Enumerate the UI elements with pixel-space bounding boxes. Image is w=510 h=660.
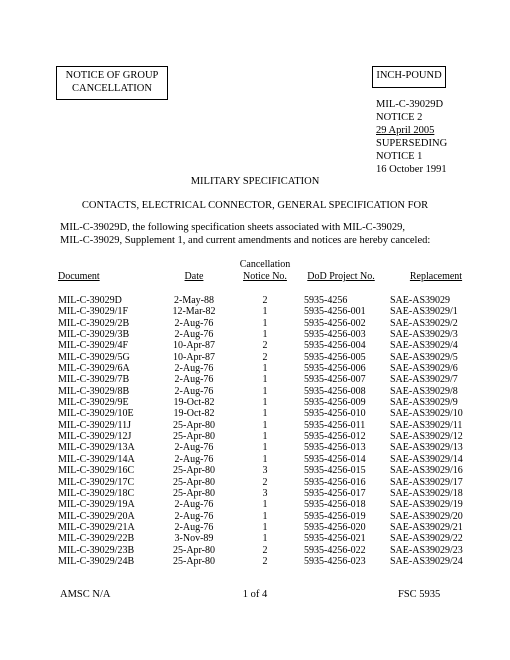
cell-project: 5935-4256-018: [304, 499, 366, 511]
cell-date: 2-Aug-76: [174, 510, 214, 522]
table-row: [58, 454, 490, 465]
cell-date: 3-Nov-89: [174, 533, 214, 545]
document-subtitle: CONTACTS, ELECTRICAL CONNECTOR, GENERAL SPECIFICATION FOR: [81, 200, 429, 211]
cell-date: 2-Aug-76: [174, 521, 214, 533]
header-project: DoD Project No.: [307, 271, 375, 282]
cell-document: MIL-C-39029/23B: [58, 544, 135, 556]
inch-pound-box: [372, 66, 446, 88]
cell-notice: 1: [262, 442, 268, 454]
cell-replacement: SAE-AS39029/22: [390, 533, 463, 545]
cell-notice: 2: [262, 544, 268, 556]
table-row: [58, 442, 490, 453]
cell-document: MIL-C-39029/13A: [58, 442, 135, 454]
cell-document: MIL-C-39029/4F: [58, 340, 128, 352]
cell-document: MIL-C-39029/6A: [58, 363, 130, 375]
cell-replacement: SAE-AS39029/20: [390, 510, 463, 522]
cell-notice: 2: [262, 340, 268, 352]
cell-notice: 1: [262, 329, 268, 341]
cell-date: 10-Apr-87: [172, 351, 215, 363]
cell-date: 25-Apr-80: [172, 465, 215, 477]
cell-document: MIL-C-39029/2B: [58, 317, 130, 329]
cell-notice: 2: [262, 351, 268, 363]
cell-replacement: SAE-AS39029/10: [390, 408, 463, 420]
cell-replacement: SAE-AS39029/19: [390, 499, 463, 511]
cell-notice: 1: [262, 419, 268, 431]
cell-project: 5935-4256-021: [304, 533, 366, 545]
superseding-label: SUPERSEDING: [376, 138, 448, 149]
notice-of-group-cancellation-box: [56, 66, 168, 100]
table-row: [58, 431, 490, 442]
cell-notice: 1: [262, 306, 268, 318]
cell-notice: 1: [262, 385, 268, 397]
header-replacement: Replacement: [409, 271, 463, 282]
notice-date: 29 April 2005: [376, 125, 435, 136]
cell-project: 5935-4256-017: [304, 487, 366, 499]
intro-line1: MIL-C-39029D, the following specification sheets associated with MIL-C-39029,: [60, 222, 405, 233]
cell-replacement: SAE-AS39029/14: [390, 453, 463, 465]
cell-project: 5935-4256-007: [304, 374, 366, 386]
cell-project: 5935-4256-006: [304, 363, 366, 375]
notice-box-line1: NOTICE OF GROUP: [65, 70, 159, 81]
header-notice-bottom: Notice No.: [243, 271, 287, 282]
cell-project: 5935-4256: [304, 295, 348, 306]
table-row: [58, 408, 490, 419]
cell-date: 25-Apr-80: [172, 487, 215, 499]
header-date: Date: [184, 271, 204, 282]
cell-document: MIL-C-39029/16C: [58, 465, 135, 477]
cell-replacement: SAE-AS39029/5: [390, 351, 458, 363]
cell-project: 5935-4256-008: [304, 385, 366, 397]
cell-replacement: SAE-AS39029/9: [390, 397, 458, 409]
cell-project: 5935-4256-002: [304, 317, 366, 329]
cell-replacement: SAE-AS39029/11: [390, 419, 463, 431]
cell-project: 5935-4256-013: [304, 442, 366, 454]
table-row: [58, 352, 490, 363]
cell-notice: 1: [262, 363, 268, 375]
footer-amsc: AMSC N/A: [60, 589, 111, 600]
cell-project: 5935-4256-004: [304, 340, 366, 352]
cell-notice: 1: [262, 317, 268, 329]
cell-replacement: SAE-AS39029/13: [390, 442, 463, 454]
cell-notice: 3: [262, 465, 268, 477]
cell-project: 5935-4256-023: [304, 555, 366, 567]
previous-date: 16 October 1991: [376, 164, 447, 175]
cell-notice: 1: [262, 408, 268, 420]
notice-box-line2: CANCELLATION: [72, 83, 152, 94]
cell-replacement: SAE-AS39029/23: [390, 544, 463, 556]
footer-page-number: 1 of 4: [242, 589, 268, 600]
cell-document: MIL-C-39029/18C: [58, 487, 135, 499]
notice-number: NOTICE 2: [376, 112, 423, 123]
cell-date: 25-Apr-80: [172, 431, 215, 443]
cell-date: 19-Oct-82: [173, 397, 215, 409]
cell-project: 5935-4256-015: [304, 465, 366, 477]
cell-replacement: SAE-AS39029/1: [390, 306, 458, 318]
inch-pound-label: INCH-POUND: [376, 70, 442, 81]
cell-document: MIL-C-39029/20A: [58, 510, 135, 522]
cell-replacement: SAE-AS39029/7: [390, 374, 458, 386]
cell-date: 2-Aug-76: [174, 329, 214, 341]
table-row: [58, 386, 490, 397]
header-document: Document: [58, 271, 100, 282]
cell-project: 5935-4256-009: [304, 397, 366, 409]
cell-document: MIL-C-39029/19A: [58, 499, 135, 511]
cell-project: 5935-4256-010: [304, 408, 366, 420]
cell-document: MIL-C-39029/14A: [58, 453, 135, 465]
cell-replacement: SAE-AS39029/3: [390, 329, 458, 341]
cell-project: 5935-4256-014: [304, 453, 366, 465]
cell-replacement: SAE-AS39029/16: [390, 465, 463, 477]
cell-notice: 1: [262, 397, 268, 409]
cell-notice: 2: [262, 476, 268, 488]
cell-replacement: SAE-AS39029/8: [390, 385, 458, 397]
cell-document: MIL-C-39029/10E: [58, 408, 134, 420]
table-row: [58, 318, 490, 329]
cell-document: MIL-C-39029/9E: [58, 397, 129, 409]
cell-date: 2-Aug-76: [174, 499, 214, 511]
cell-replacement: SAE-AS39029/18: [390, 487, 463, 499]
cell-document: MIL-C-39029/22B: [58, 533, 135, 545]
cancellation-table: [58, 259, 490, 567]
cell-date: 25-Apr-80: [172, 419, 215, 431]
cell-project: 5935-4256-011: [304, 419, 366, 431]
footer-fsc: FSC 5935: [398, 589, 441, 600]
cell-notice: 1: [262, 510, 268, 522]
cell-date: 2-Aug-76: [174, 385, 214, 397]
table-row: [58, 533, 490, 544]
cell-project: 5935-4256-016: [304, 476, 366, 488]
table-row: [58, 374, 490, 385]
cell-replacement: SAE-AS39029/17: [390, 476, 463, 488]
cell-notice: 1: [262, 431, 268, 443]
cell-notice: 1: [262, 499, 268, 511]
cell-date: 2-Aug-76: [174, 317, 214, 329]
doc-id: MIL-C-39029D: [376, 99, 444, 110]
cell-notice: 2: [262, 295, 268, 306]
table-row: [58, 499, 490, 510]
cell-date: 25-Apr-80: [172, 544, 215, 556]
cell-replacement: SAE-AS39029: [390, 295, 451, 306]
cell-document: MIL-C-39029D: [58, 295, 122, 306]
cell-project: 5935-4256-012: [304, 431, 366, 443]
cell-project: 5935-4256-001: [304, 306, 366, 318]
cell-document: MIL-C-39029/1F: [58, 306, 128, 318]
intro-paragraph: [60, 221, 470, 247]
cell-project: 5935-4256-019: [304, 510, 366, 522]
table-header-row: [58, 259, 490, 283]
document-title: MILITARY SPECIFICATION: [190, 176, 320, 187]
cell-date: 25-Apr-80: [172, 555, 215, 567]
cell-date: 2-Aug-76: [174, 374, 214, 386]
intro-line2: MIL-C-39029, Supplement 1, and current amendments and notices are hereby canceled:: [60, 235, 431, 246]
cell-date: 19-Oct-82: [173, 408, 215, 420]
table-row: [58, 522, 490, 533]
cell-document: MIL-C-39029/11J: [58, 419, 131, 431]
table-row: [58, 545, 490, 556]
cell-notice: 2: [262, 555, 268, 567]
cell-document: MIL-C-39029/17C: [58, 476, 135, 488]
cell-date: 2-May-88: [174, 295, 214, 306]
table-row: [58, 295, 490, 306]
cell-document: MIL-C-39029/5G: [58, 351, 130, 363]
table-row: [58, 488, 490, 499]
cell-notice: 1: [262, 453, 268, 465]
table-row: [58, 340, 490, 351]
cell-date: 10-Apr-87: [172, 340, 215, 352]
cell-replacement: SAE-AS39029/24: [390, 555, 463, 567]
previous-notice: NOTICE 1: [376, 151, 423, 162]
cell-document: MIL-C-39029/21A: [58, 521, 135, 533]
cell-replacement: SAE-AS39029/6: [390, 363, 458, 375]
table-row: [58, 306, 490, 317]
table-row: [58, 397, 490, 408]
table-row: [58, 329, 490, 340]
table-row: [58, 556, 490, 567]
table-row: [58, 420, 490, 431]
cell-document: MIL-C-39029/8B: [58, 385, 130, 397]
cell-replacement: SAE-AS39029/2: [390, 317, 458, 329]
cell-document: MIL-C-39029/7B: [58, 374, 130, 386]
cell-date: 2-Aug-76: [174, 363, 214, 375]
cell-notice: 1: [262, 521, 268, 533]
cell-date: 12-Mar-82: [172, 306, 216, 318]
cell-replacement: SAE-AS39029/12: [390, 431, 463, 443]
header-notice: [230, 259, 300, 283]
cell-project: 5935-4256-022: [304, 544, 366, 556]
cell-notice: 1: [262, 374, 268, 386]
cell-project: 5935-4256-003: [304, 329, 366, 341]
table-row: [58, 477, 490, 488]
cell-notice: 1: [262, 533, 268, 545]
cell-project: 5935-4256-020: [304, 521, 366, 533]
table-row: [58, 465, 490, 476]
cell-replacement: SAE-AS39029/4: [390, 340, 458, 352]
table-row: [58, 363, 490, 374]
cell-document: MIL-C-39029/12J: [58, 431, 132, 443]
cell-date: 2-Aug-76: [174, 453, 214, 465]
cell-notice: 3: [262, 487, 268, 499]
cell-document: MIL-C-39029/3B: [58, 329, 130, 341]
table-row: [58, 511, 490, 522]
cell-project: 5935-4256-005: [304, 351, 366, 363]
header-notice-top: Cancellation: [239, 259, 291, 270]
cell-date: 2-Aug-76: [174, 442, 214, 454]
cell-date: 25-Apr-80: [172, 476, 215, 488]
cell-document: MIL-C-39029/24B: [58, 555, 135, 567]
cell-replacement: SAE-AS39029/21: [390, 521, 463, 533]
